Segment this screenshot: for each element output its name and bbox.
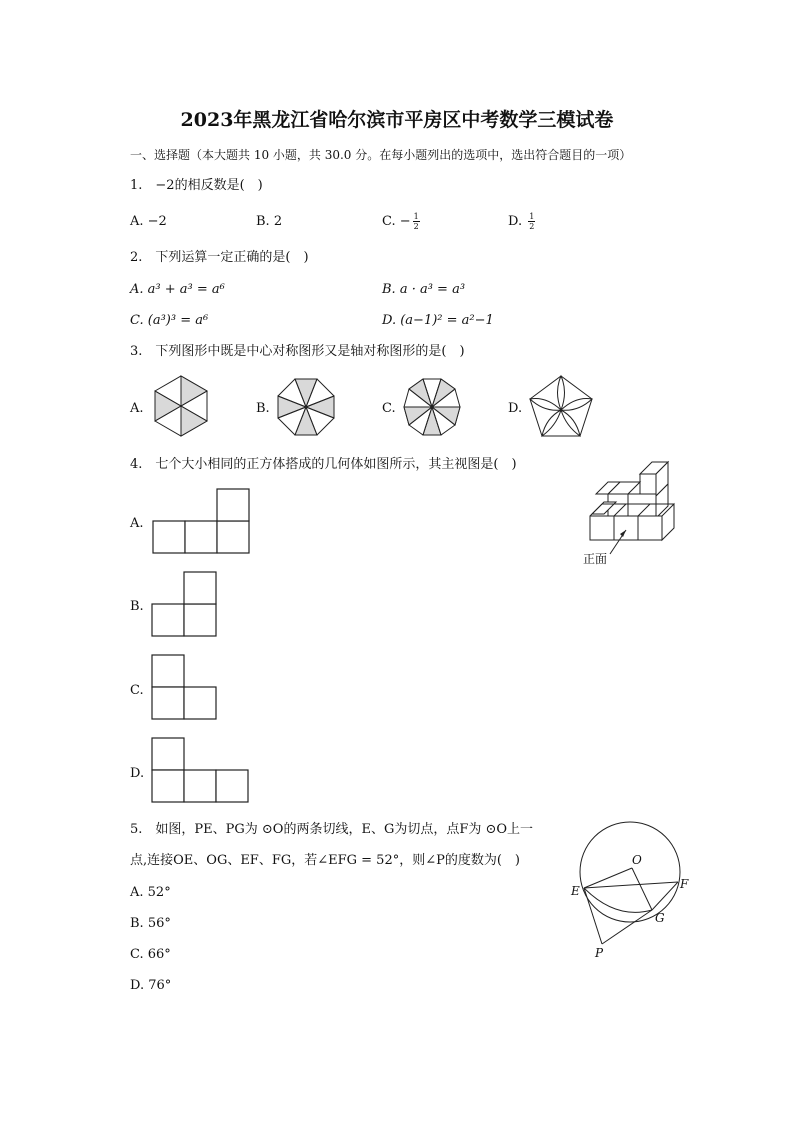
q5-option-b[interactable]: B. 56° [130, 916, 171, 931]
cube-solid-figure [580, 456, 692, 548]
fraction-denominator: 2 [413, 222, 419, 231]
decagon-figure[interactable] [402, 377, 462, 439]
q5-option-a[interactable]: A. 52° [130, 885, 171, 900]
q2-option-d[interactable]: D. (a−1)² = a²−1 [382, 313, 494, 328]
q1-option-c-label: C. − [382, 214, 411, 229]
q1-option-d[interactable] [508, 212, 535, 231]
view-option-a[interactable] [152, 488, 250, 554]
octagon-figure[interactable] [276, 377, 336, 437]
q5-option-d[interactable]: D. 76° [130, 978, 172, 993]
front-view-label: 正面 [583, 552, 608, 566]
point-label-o: O [632, 853, 642, 867]
q4-stem: 4. 七个大小相同的正方体搭成的几何体如图所示，其主视图是( ) [130, 457, 517, 472]
point-label-p: P [595, 946, 604, 960]
q1-option-b[interactable]: B. 2 [256, 214, 283, 229]
exam-title: 2023年黑龙江省哈尔滨市平房区中考数学三模试卷 [180, 109, 614, 131]
q3-label-a: A. [130, 401, 144, 416]
q3-label-b: B. [256, 401, 270, 416]
view-option-d[interactable] [151, 737, 249, 803]
q4-label-b: B. [130, 599, 144, 614]
q1-option-a[interactable]: A. −2 [130, 214, 167, 229]
q2-option-a[interactable]: A. a³ + a³ = a⁶ [130, 282, 225, 297]
q1-stem: 1. −2的相反数是( ) [130, 178, 263, 193]
fraction [528, 212, 535, 231]
q2-stem: 2. 下列运算一定正确的是( ) [130, 250, 309, 265]
q3-label-c: C. [382, 401, 396, 416]
q5-option-c[interactable]: C. 66° [130, 947, 171, 962]
fraction-numerator: 1 [413, 212, 419, 221]
q4-label-a: A. [130, 516, 144, 531]
q3-stem: 3. 下列图形中既是中心对称图形又是轴对称图形的是( ) [130, 344, 465, 359]
fraction [413, 212, 420, 231]
q1-option-d-label: D. [508, 214, 527, 229]
point-label-g: G [655, 911, 665, 925]
view-option-b[interactable] [151, 571, 217, 637]
view-option-c[interactable] [151, 654, 217, 720]
q1-option-c[interactable] [382, 212, 420, 231]
q2-option-c[interactable]: C. (a³)³ = a⁶ [130, 313, 209, 328]
q2-option-b[interactable]: B. a · a³ = a³ [382, 282, 466, 297]
fraction-numerator: 1 [529, 212, 535, 221]
q5-stem-line2: 点,连接OE、OG、EF、FG，若∠EFG = 52°，则∠P的度数为( ) [130, 853, 521, 868]
q4-label-c: C. [130, 683, 144, 698]
q5-stem-line1: 5. 如图，PE、PG为 ⊙O的两条切线，E、G为切点，点F为 ⊙O上一 [130, 822, 534, 837]
section-heading: 一、选择题（本大题共 10 小题，共 30.0 分。在每小题列出的选项中，选出符合题目的一项） [130, 148, 632, 162]
circle-tangent-figure [566, 820, 696, 965]
pentagon-figure[interactable] [528, 374, 594, 438]
fraction-denominator: 2 [529, 222, 535, 231]
q4-label-d: D. [130, 766, 145, 781]
q3-label-d: D. [508, 401, 523, 416]
point-label-f: F [680, 877, 689, 891]
hexagon-figure[interactable] [150, 374, 212, 438]
point-label-e: E [571, 884, 580, 898]
